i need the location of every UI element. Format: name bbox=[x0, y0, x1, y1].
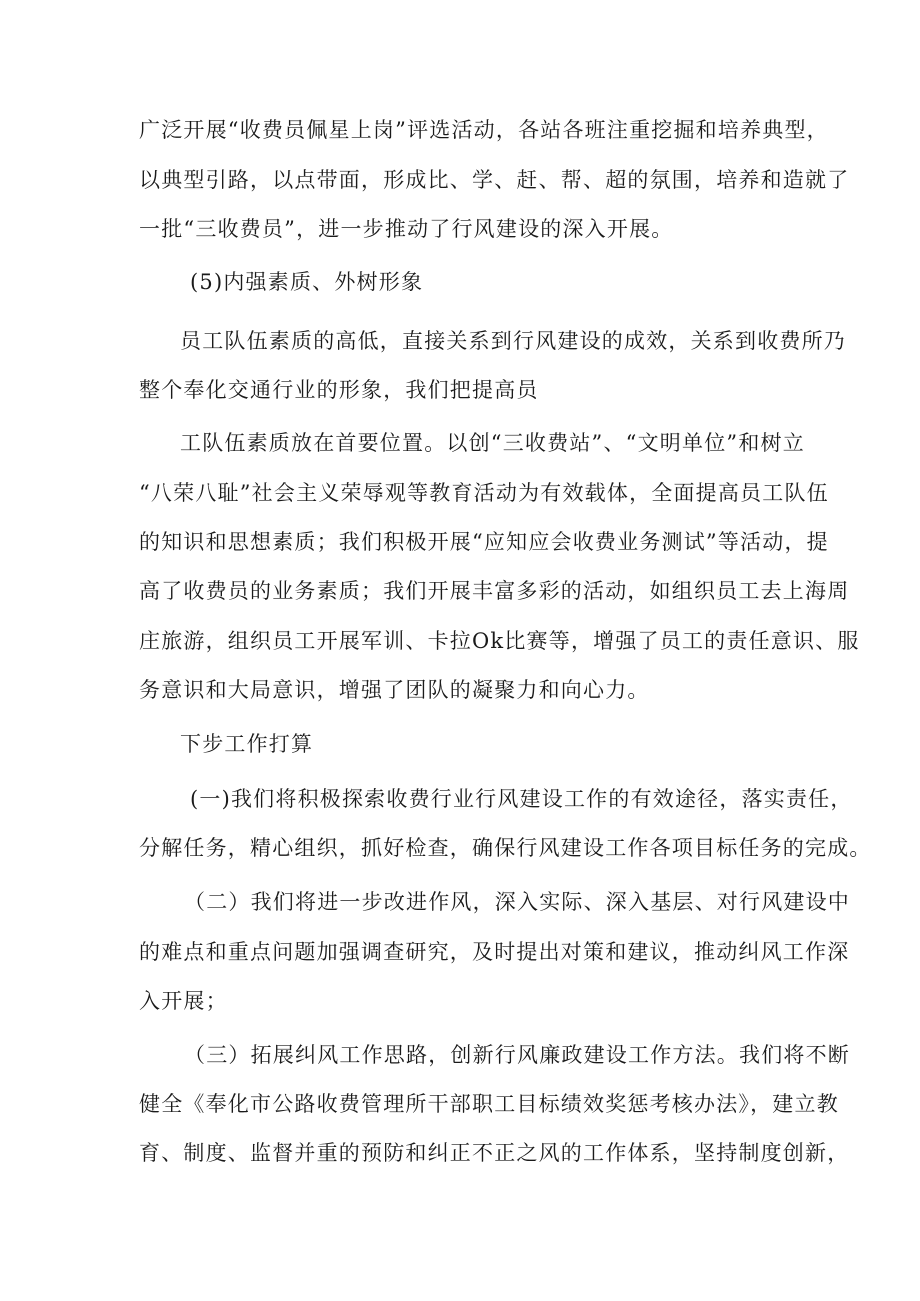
paragraph-line-11: 庄旅游，组织员工开展军训、卡拉Ok比赛等，增强了员工的责任意识、服 bbox=[139, 629, 860, 653]
paragraph-line-21: 育、制度、监督并重的预防和纠正不正之风的工作体系，坚持制度创新， bbox=[139, 1141, 850, 1165]
paragraph-line-10: 高了收费员的业务素质；我们开展丰富多彩的活动，如组织员工去上海周 bbox=[139, 579, 850, 603]
paragraph-line-3: 一批“三收费员”，进一步推动了行风建设的深入开展。 bbox=[139, 217, 674, 241]
paragraph-line-14: (一)我们将积极探索收费行业行风建设工作的有效途径，落实责任， bbox=[190, 787, 853, 811]
paragraph-line-16: （二）我们将进一步改进作风，深入实际、深入基层、对行风建设中 bbox=[184, 890, 850, 914]
paragraph-line-20: 健全《奉化市公路收费管理所干部职工目标绩效奖惩考核办法》，建立教 bbox=[139, 1092, 839, 1116]
paragraph-line-19: （三）拓展纠风工作思路，创新行风廉政建设工作方法。我们将不断 bbox=[184, 1043, 850, 1067]
paragraph-line-7: 工队伍素质放在首要位置。以创“三收费站”、“文明单位”和树立 bbox=[180, 431, 805, 455]
paragraph-line-5: 员工队伍素质的高低，直接关系到行风建设的成效，关系到收费所乃 bbox=[180, 329, 846, 353]
paragraph-line-18: 入开展； bbox=[139, 989, 228, 1013]
section-heading-next-steps: 下步工作打算 bbox=[180, 732, 314, 756]
paragraph-line-9: 的知识和思想素质；我们积极开展“应知应会收费业务测试”等活动，提 bbox=[139, 530, 829, 554]
paragraph-line-6: 整个奉化交通行业的形象，我们把提高员 bbox=[139, 378, 539, 402]
paragraph-line-1: 广泛开展“收费员佩星上岗”评选活动，各站各班注重挖掘和培养典型， bbox=[139, 118, 829, 142]
paragraph-line-12: 务意识和大局意识，增强了团队的凝聚力和向心力。 bbox=[139, 678, 650, 702]
paragraph-line-15: 分解任务，精心组织，抓好检查，确保行风建设工作各项目标任务的完成。 bbox=[139, 836, 872, 860]
paragraph-line-17: 的难点和重点问题加强调查研究，及时提出对策和建议，推动纠风工作深 bbox=[139, 940, 850, 964]
paragraph-line-8: “八荣八耻”社会主义荣辱观等教育活动为有效载体，全面提高员工队伍 bbox=[139, 481, 829, 505]
section-heading-5: (5)内强素质、外树形象 bbox=[190, 270, 424, 294]
paragraph-line-2: 以典型引路，以点带面，形成比、学、赶、帮、超的氛围，培养和造就了 bbox=[139, 168, 850, 192]
